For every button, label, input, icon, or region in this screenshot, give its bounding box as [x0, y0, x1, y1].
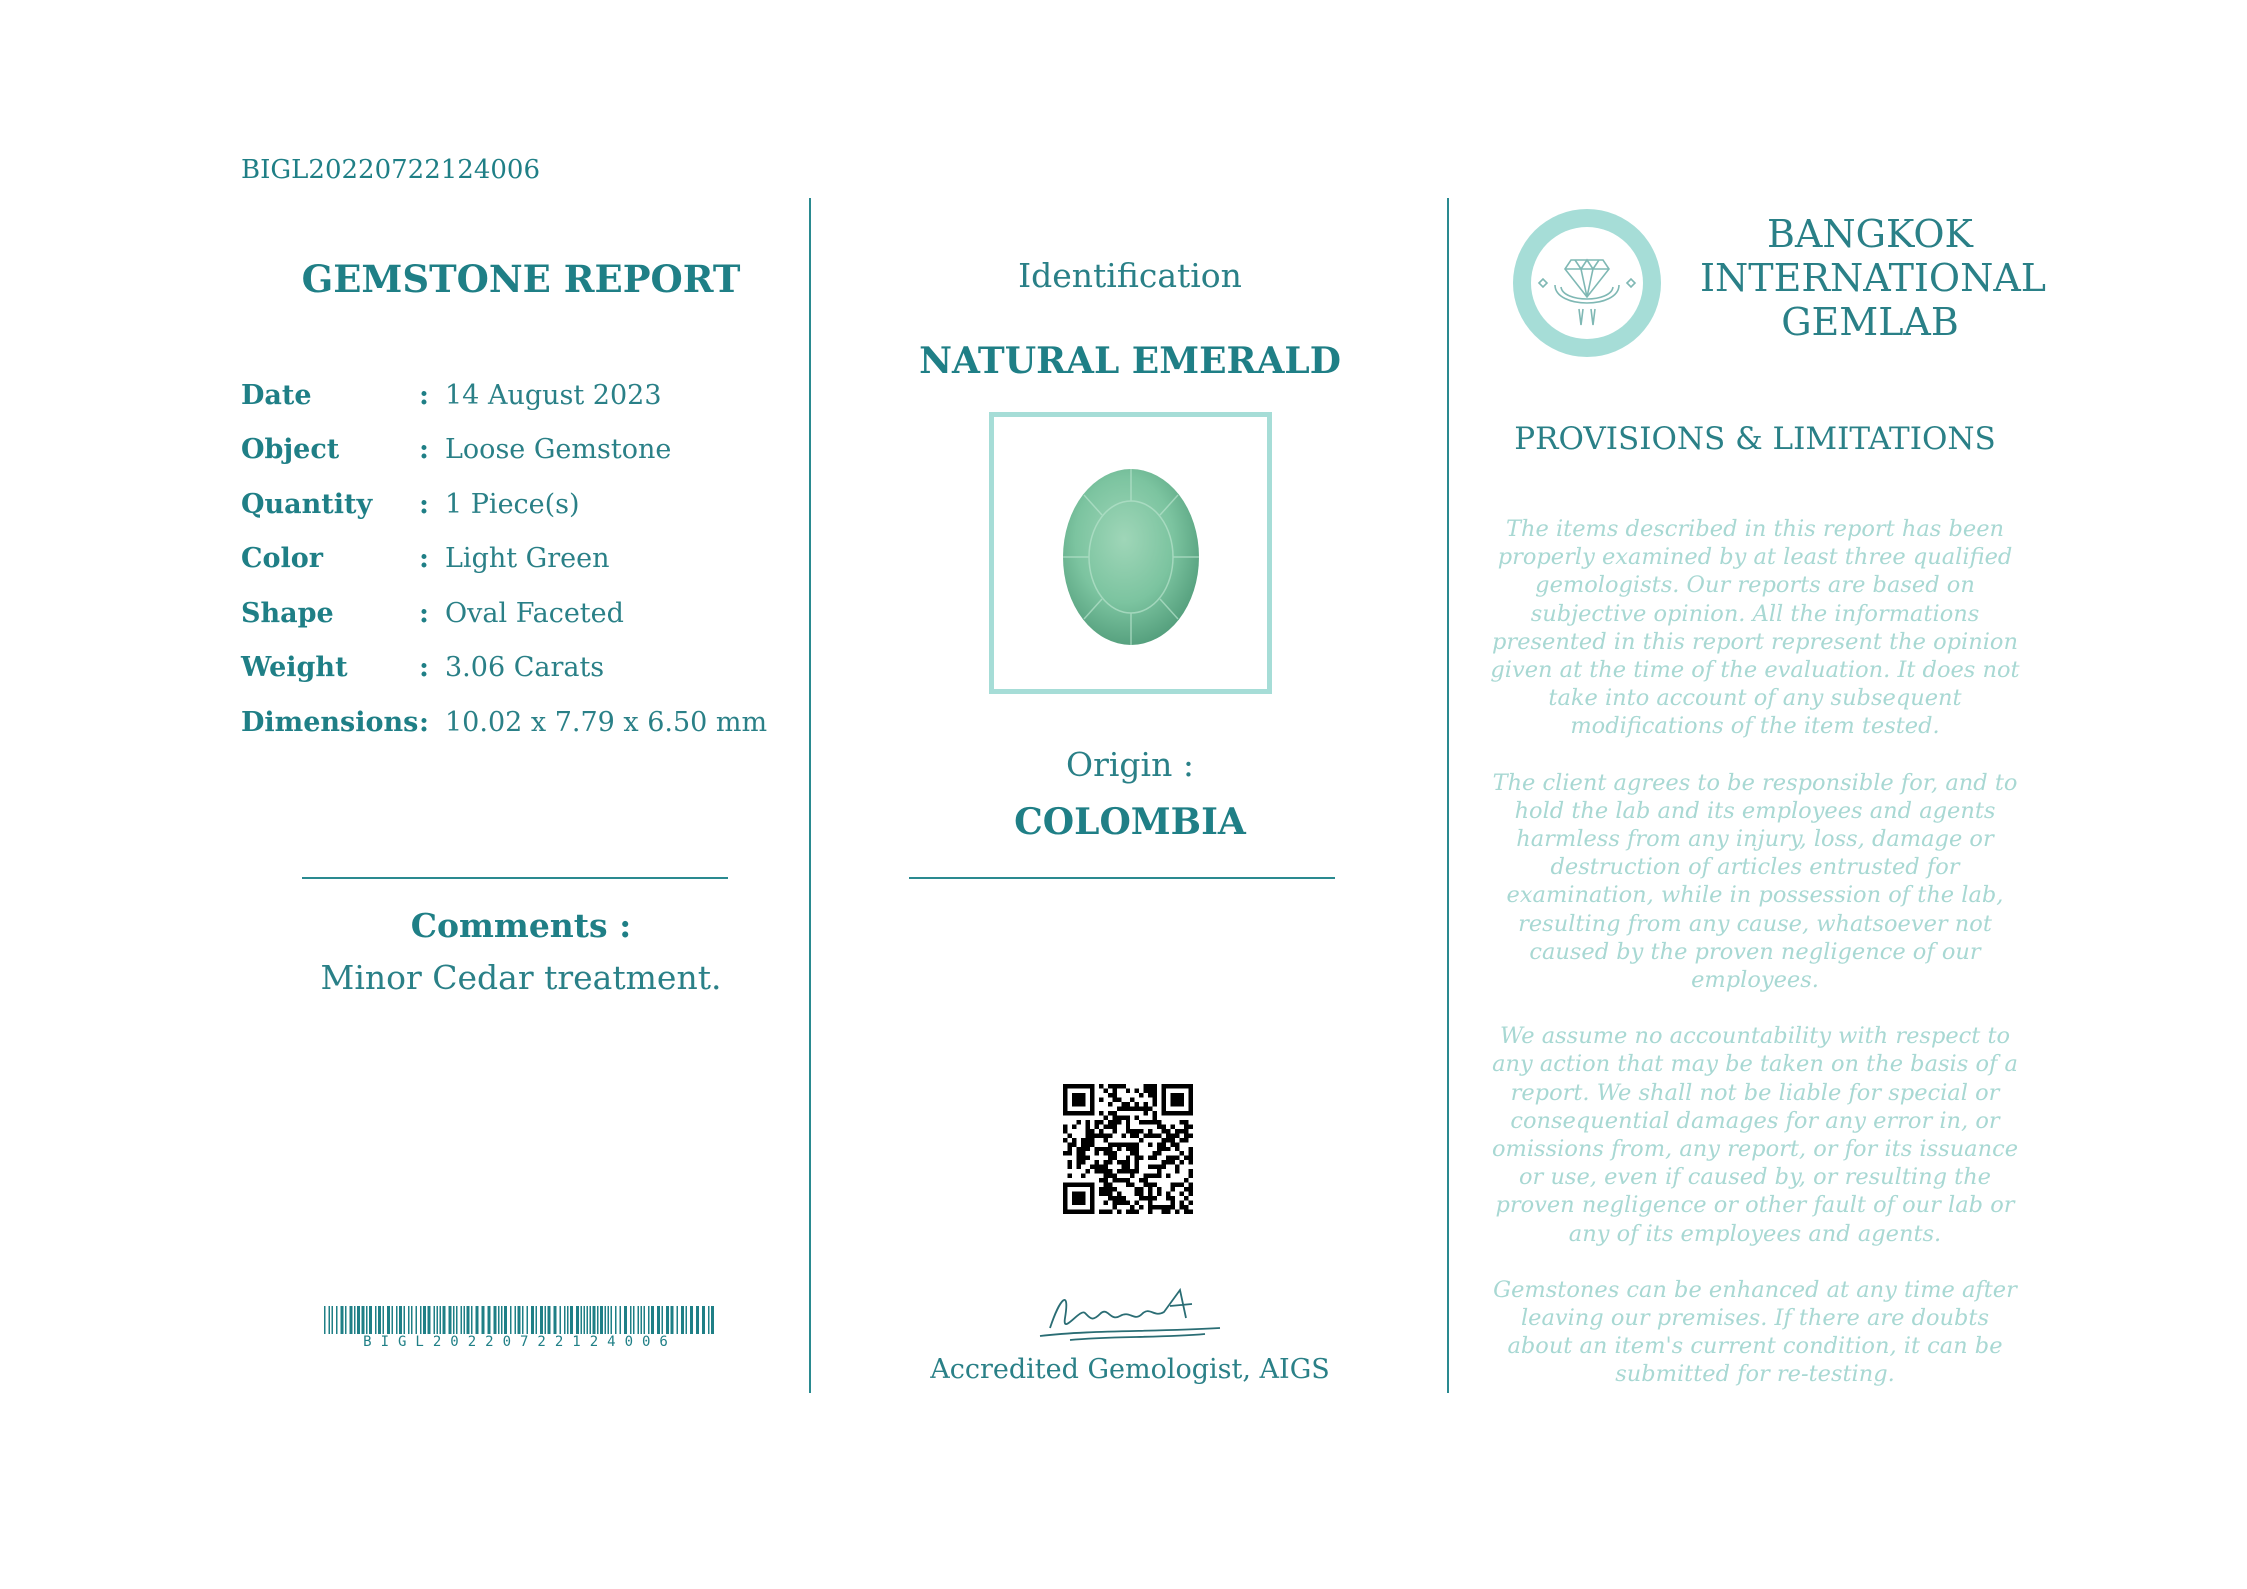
field-separator: : — [419, 434, 429, 466]
field-date — [241, 368, 781, 423]
provisions-text — [1487, 515, 2023, 1417]
field-object — [241, 423, 781, 478]
field-color — [241, 532, 781, 587]
field-label: Object — [241, 434, 340, 466]
barcode-image — [324, 1306, 716, 1334]
field-value: 10.02 x 7.79 x 6.50 mm — [445, 706, 768, 738]
field-dimensions — [241, 695, 781, 750]
identification-label: Identification — [1018, 256, 1242, 295]
field-separator: : — [419, 488, 429, 520]
field-label: Dimensions — [241, 706, 419, 738]
provisions-heading: PROVISIONS & LIMITATIONS — [1514, 421, 1996, 457]
provisions-paragraph: We assume no accountability with respect to any action that may be taken on the basis of a report. We shall not be liable for special or consequential damages for any error in, or omissions from, any report, or for its issuance or use, even if caused by, or resulting the proven negligence or other fault of our lab or any of its employees and agents. — [1491, 1023, 2019, 1247]
gemologist-signature — [1030, 1278, 1230, 1348]
field-shape — [241, 586, 781, 641]
field-quantity — [241, 477, 781, 532]
field-value: 3.06 Carats — [445, 652, 605, 684]
field-label: Quantity — [241, 488, 373, 520]
field-separator: : — [419, 597, 429, 629]
field-weight — [241, 641, 781, 696]
origin-label: Origin : — [1066, 745, 1194, 784]
provisions-paragraph: The client agrees to be responsible for, and to hold the lab and its employees and agents harmless from any injury, loss, damage or destruction of articles entrusted for examination, while in possession of the lab, resulting from any cause, whatsoever not caused by the proven negligence of our employees. — [1492, 769, 2018, 994]
gemstone-photo — [994, 417, 1267, 689]
lab-name-line: GEMLAB — [1781, 300, 1959, 344]
field-label: Date — [241, 379, 312, 411]
column-divider-left — [809, 198, 811, 1393]
field-separator: : — [419, 543, 429, 575]
lab-name — [1700, 212, 2047, 344]
lab-name-line: BANGKOK — [1767, 212, 1973, 256]
comments-text: Minor Cedar treatment. — [320, 958, 722, 997]
column-divider-right — [1447, 198, 1449, 1393]
divider-left — [302, 877, 728, 879]
report-fields — [241, 368, 781, 750]
field-value: 1 Piece(s) — [445, 488, 580, 520]
divider-center — [909, 877, 1335, 879]
field-label: Weight — [241, 652, 348, 684]
comments-heading: Comments : — [410, 906, 632, 945]
field-separator: : — [419, 652, 429, 684]
gemologist-caption: Accredited Gemologist, AIGS — [930, 1354, 1330, 1385]
field-value: 14 August 2023 — [445, 379, 662, 411]
origin-value: COLOMBIA — [1014, 801, 1246, 843]
provisions-paragraph: The items described in this report has been properly examined by at least three qualified gemologists. Our reports are based on subjective opinion. All the informations presented in this report represent the opinion given at the time of the evaluation. It does not take into account of any subsequent modifications of the item tested. — [1490, 516, 2020, 740]
field-label: Shape — [241, 597, 334, 629]
report-number: BIGL20220722124006 — [241, 155, 540, 185]
lab-name-line: INTERNATIONAL — [1700, 256, 2047, 300]
barcode-text: BIGL20220722124006 — [363, 1334, 677, 1350]
field-separator: : — [419, 706, 429, 738]
lab-seal-logo — [1509, 205, 1665, 361]
field-value: Loose Gemstone — [445, 434, 672, 466]
qr-code — [1063, 1084, 1193, 1214]
field-value: Light Green — [445, 543, 610, 575]
gemstone-photo-frame — [989, 412, 1272, 694]
field-separator: : — [419, 379, 429, 411]
field-label: Color — [241, 543, 323, 575]
report-title: GEMSTONE REPORT — [301, 257, 741, 301]
provisions-paragraph: Gemstones can be enhanced at any time after leaving our premises. If there are doubts about an item's current condition, it can be submitted for re-testing. — [1493, 1276, 2017, 1388]
identification-value: NATURAL EMERALD — [919, 340, 1341, 382]
field-value: Oval Faceted — [445, 597, 624, 629]
